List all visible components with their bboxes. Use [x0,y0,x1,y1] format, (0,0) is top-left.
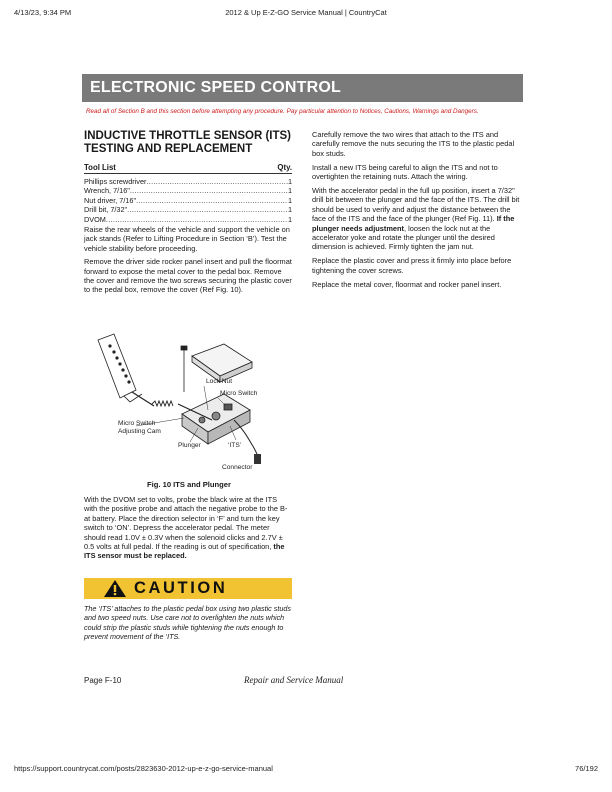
pedal-box [182,394,250,444]
tool-qty: 1 [287,186,292,196]
leader-dots [136,196,288,205]
tool-name: DVOM [84,214,106,224]
tool-row [84,205,292,214]
pedal-arm [132,392,154,406]
print-datetime: 4/13/23, 9:34 PM [14,8,72,17]
accelerator-pedal [98,334,142,402]
label-plunger: Plunger [178,442,201,449]
tool-name: Nut driver, 7/16" [84,195,137,205]
its-plunger-illustration [84,330,294,480]
dvom-text: With the DVOM set to volts, probe the black wire at the ITS with the positive probe and attach the negative probe to the B- at battery. Place the direction selector in ‘F’ and turn the key switch to ‘ON’. Depress the accelerator pedal. The meter should read 1.0V ± 0.3V when the solenoid clicks and 2.7V ± 0.5 volts at full pedal. If the reading is out of specification, [84,495,288,552]
manual-page-number: Page F-10 [84,676,122,685]
figure-caption: Fig. 10 ITS and Plunger [147,480,231,489]
manual-title: Repair and Service Manual [244,675,344,685]
paragraph-remove-cover: Remove the driver side rocker panel insert and pull the floormat forward to expose the metal cover to the pedal box. Remove the cover and remove the two screws securing the plastic cover to the pedal box, remove the cover (Ref Fig. 10). [84,257,292,295]
label-micro-switch: Micro Switch [220,390,258,397]
section-title-line1: INDUCTIVE THROTTLE SENSOR (ITS) [84,130,291,142]
left-column [84,130,292,299]
browser-print-footer [14,764,598,776]
leader-dots [106,215,288,224]
label-lock-nut: Lock Nut [206,378,233,385]
warning-triangle-icon [104,580,126,597]
caution-banner [84,578,292,599]
plastic-cover [192,344,252,382]
cover-screw [181,346,187,392]
right-column [312,130,522,294]
tool-row [84,177,292,186]
paragraph-lift-vehicle: Raise the rear wheels of the vehicle and support the vehicle on jack stands (Refer to Lifting Procedure in Section ‘B’). Test the vehicle stability before proceeding. [84,225,290,253]
leader-dots [130,186,288,195]
paragraph-dvom-test [84,495,292,561]
tool-name: Phillips screwdriver [84,177,147,186]
browser-print-header [14,8,598,20]
tool-qty: 1 [287,177,292,186]
tool-name: Wrench, 7/16" [84,186,130,196]
adjust-text-a: With the accelerator pedal in the full up position, insert a 7/32" drill bit between the plunger and the face of the ITS. The drill bit should be used to verify and adjust the distance between the face of the ITS and the face of the plunger (Ref Fig. 11). [312,186,520,224]
tool-qty: 1 [287,205,292,215]
tool-name: Drill bit, 7/32" [84,205,128,215]
leader-dots [146,177,287,186]
label-its: ‘ITS’ [228,442,242,449]
section-banner [82,74,523,102]
tool-qty: 1 [287,195,292,205]
tool-row [84,215,292,224]
tool-row [84,196,292,205]
tool-list-label: Tool List [84,163,116,172]
paragraph-replace-metal-cover: Replace the metal cover, floormat and rocker panel insert. [312,279,502,289]
label-connector: Connector [222,464,253,471]
leader-dots [127,205,288,214]
section-title-line2: TESTING AND REPLACEMENT [84,142,253,155]
print-page-title: 2012 & Up E-Z-GO Service Manual | CountryCat [225,8,387,17]
tool-qty: 1 [287,214,292,224]
warning-line: Read all of Section B and this section before attempting any procedure. Pay particular attention to Notices, Cautions, Warnings and Dangers. [86,108,479,115]
tool-row [84,186,292,195]
dvom-bold-text: the ITS sensor must be replaced. [84,542,285,561]
label-adjusting-cam-line1: Micro Switch [118,420,156,427]
tool-list-qty-label: Qty. [277,163,292,172]
dvom-test-block [84,495,292,565]
paragraph-replace-plastic-cover: Replace the plastic cover and press it firmly into place before tightening the cover screws. [312,256,512,275]
adjust-bold: If the plunger needs adjustment [312,214,515,233]
adjust-text-b: , loosen the lock nut at the accelerator yoke and rotate the plunger until the desired dimension is achieved. Firmly tighten the jam nut. [312,223,495,252]
print-url: https://support.countrycat.com/posts/2823630-2012-up-e-z-go-service-manual [14,764,273,773]
section-title [84,130,292,155]
print-page-count: 76/192 [575,764,598,773]
figure-its-plunger [84,330,294,480]
tool-list-header [84,163,292,174]
caution-label: CAUTION [134,579,228,597]
paragraph-adjust-plunger [312,186,522,252]
connector-body [254,454,261,464]
paragraph-remove-wires: Carefully remove the two wires that attach to the ITS and carefully remove the nuts securing the ITS to the plastic pedal box studs. [312,130,515,158]
label-adjusting-cam-line2: Adjusting Cam [118,428,161,435]
caution-note: The ‘ITS’ attaches to the plastic pedal box using two plastic studs and two speed nuts. Use care not to overlighten the nuts which could strip the plastic studs while tightening the nuts enough to prevent movement of the ‘ITS. [84,604,291,642]
banner-title: ELECTRONIC SPEED CONTROL [90,79,342,96]
return-spring [152,401,173,406]
paragraph-install-its: Install a new ITS being careful to align the ITS and not to overtighten the retaining nuts. Attach the wiring. [312,162,498,182]
